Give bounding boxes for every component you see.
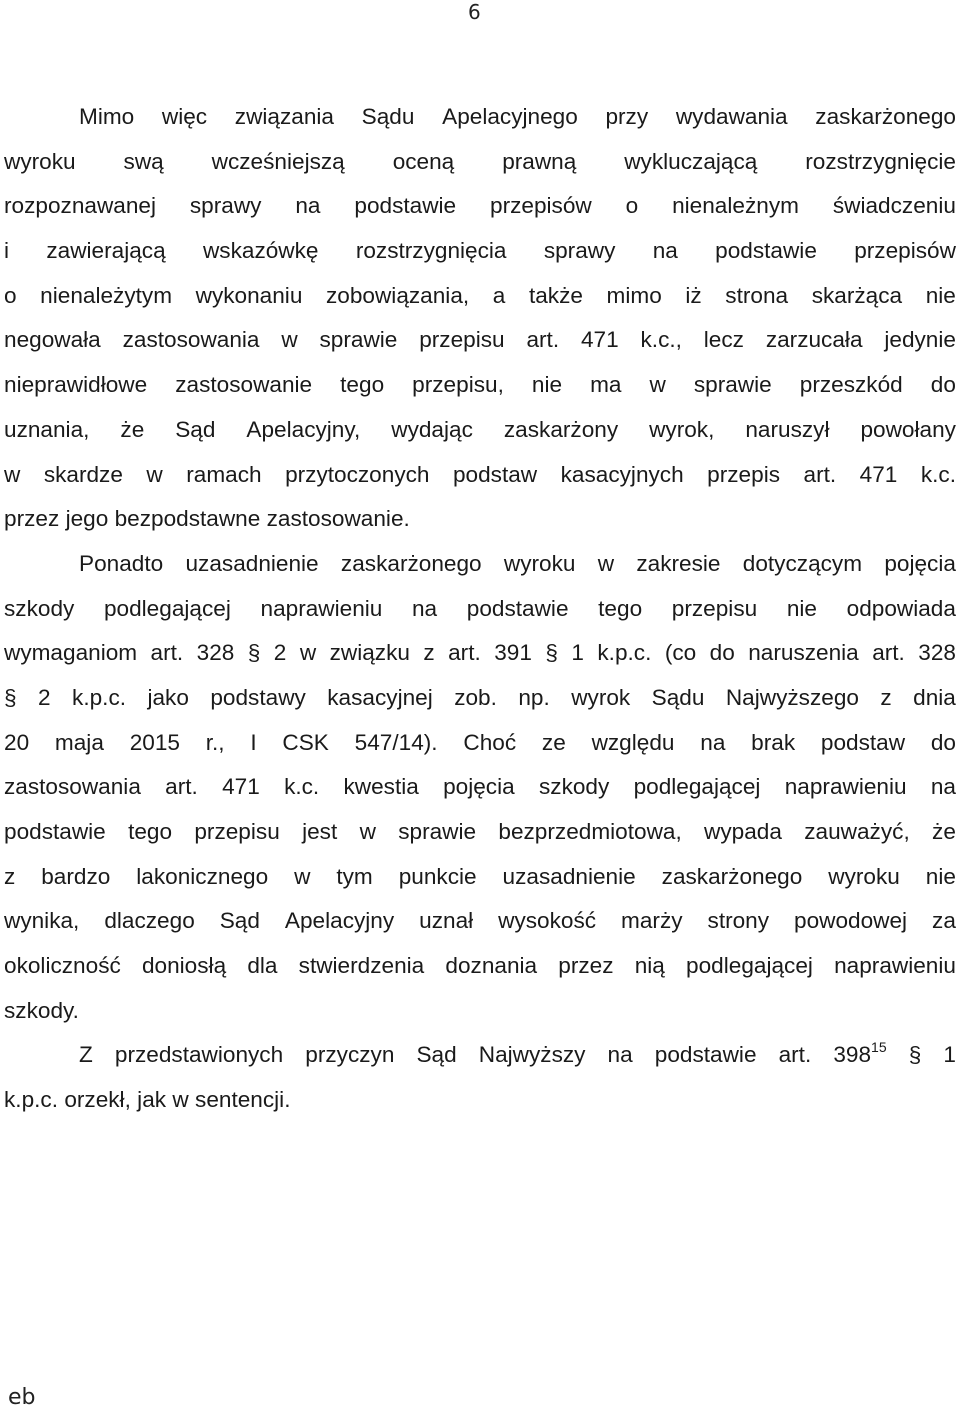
word: skarżąca bbox=[811, 282, 903, 308]
word: związku bbox=[329, 640, 410, 666]
word: że bbox=[932, 819, 956, 844]
text-line bbox=[4, 810, 956, 855]
word: a bbox=[492, 282, 506, 308]
word: zaskarżonego bbox=[661, 863, 803, 889]
word: uznał bbox=[419, 908, 474, 934]
word: Sądu bbox=[361, 104, 415, 129]
text-line bbox=[4, 363, 956, 408]
word: wydając bbox=[391, 416, 473, 442]
word: wyrok, bbox=[649, 416, 715, 442]
word: marży bbox=[621, 908, 683, 934]
text-line bbox=[4, 989, 956, 1034]
word: tego bbox=[128, 819, 173, 844]
word: Sąd bbox=[175, 416, 216, 442]
text-line bbox=[4, 318, 956, 363]
word: zaskarżony bbox=[503, 416, 619, 442]
word: zawierającą bbox=[46, 238, 166, 264]
word: naprawieniu bbox=[260, 595, 383, 621]
word: nie bbox=[531, 372, 563, 398]
word: przeszkód bbox=[799, 372, 903, 398]
word: Choć bbox=[463, 729, 517, 755]
word: doniosłą bbox=[141, 953, 227, 979]
word: przepisów bbox=[854, 238, 956, 264]
judgment-text bbox=[4, 95, 956, 1123]
word: zastosowania bbox=[4, 774, 141, 800]
word: 20 bbox=[4, 729, 30, 755]
word: podstawie bbox=[354, 193, 457, 219]
word: k.p.c. bbox=[597, 640, 652, 666]
word: w bbox=[359, 819, 376, 844]
word: Najwyższego bbox=[725, 684, 859, 710]
word: ze bbox=[541, 729, 566, 755]
word: pojęcia bbox=[443, 774, 515, 800]
word: r., bbox=[205, 729, 225, 755]
word: 328 bbox=[196, 640, 235, 666]
word: powołany bbox=[860, 416, 956, 442]
word: w bbox=[597, 550, 615, 576]
word: iż bbox=[685, 282, 702, 308]
word: naprawieniu bbox=[784, 774, 907, 800]
word: skardze bbox=[43, 461, 123, 487]
word: dlaczego bbox=[104, 908, 195, 934]
text-line bbox=[4, 274, 956, 319]
word: więc bbox=[161, 104, 208, 129]
word: nie bbox=[925, 863, 956, 889]
text-line bbox=[4, 95, 956, 140]
text-line bbox=[4, 676, 956, 721]
word: na bbox=[411, 595, 438, 621]
word: Mimo bbox=[79, 104, 135, 129]
word: art. bbox=[526, 327, 560, 353]
word: kasacyjnych bbox=[560, 461, 684, 487]
word: podstaw bbox=[452, 461, 538, 487]
word: art. bbox=[803, 461, 837, 487]
word: doznania bbox=[445, 953, 538, 979]
word: jego bbox=[65, 506, 109, 532]
word: Z bbox=[79, 1042, 93, 1068]
word: 1 bbox=[571, 640, 584, 666]
text-line bbox=[4, 944, 956, 989]
word: podstawy bbox=[210, 684, 306, 710]
word: wynika, bbox=[4, 908, 80, 934]
word: 398 bbox=[833, 1042, 872, 1068]
word: podlegającej bbox=[103, 595, 231, 621]
word: podstaw bbox=[820, 729, 906, 755]
word: 1 bbox=[943, 1042, 956, 1068]
word: w bbox=[146, 461, 163, 487]
word: z bbox=[880, 684, 892, 710]
word: nieprawidłowe bbox=[4, 372, 148, 398]
word: strony bbox=[707, 908, 770, 934]
word: tego bbox=[340, 372, 385, 398]
word: zakresie bbox=[636, 550, 721, 576]
word: zob. bbox=[454, 684, 497, 710]
word: sprawy bbox=[189, 193, 262, 219]
word: orzekł, bbox=[64, 1087, 131, 1113]
word: uzasadnienie bbox=[185, 550, 319, 576]
word: Apelacyjnego bbox=[442, 104, 578, 129]
word: jest bbox=[302, 819, 338, 844]
text-line bbox=[4, 453, 956, 498]
word: wyroku bbox=[4, 148, 76, 174]
text-line bbox=[4, 184, 956, 229]
word: odpowiada bbox=[846, 595, 956, 621]
word: art. bbox=[778, 1042, 812, 1068]
word: CSK bbox=[282, 729, 329, 755]
section-sign: § bbox=[908, 1042, 922, 1068]
text-line bbox=[4, 140, 956, 185]
word: za bbox=[932, 908, 956, 934]
word: lecz bbox=[703, 327, 744, 353]
article-number bbox=[833, 1033, 886, 1078]
word: przedstawionych bbox=[114, 1042, 284, 1068]
footer-initials: eb bbox=[8, 1385, 36, 1410]
word: sprawy bbox=[543, 238, 616, 264]
word: k.p.c. bbox=[4, 1087, 58, 1113]
word: do bbox=[709, 640, 735, 666]
word: Sądu bbox=[651, 684, 705, 710]
word: kwestia bbox=[343, 774, 419, 800]
word: rozpoznawanej bbox=[4, 193, 156, 219]
word: na bbox=[652, 238, 678, 264]
word: k.c. bbox=[920, 461, 956, 487]
word: szkody bbox=[4, 595, 75, 621]
word: stwierdzenia bbox=[298, 953, 425, 979]
word: zastosowanie bbox=[175, 372, 313, 398]
word: wskazówkę bbox=[202, 238, 319, 264]
word: przepis bbox=[707, 461, 781, 487]
superscript: 15 bbox=[871, 1039, 887, 1056]
word: bezpodstawne bbox=[114, 506, 261, 532]
word: 471 bbox=[580, 327, 619, 353]
word: wypada bbox=[704, 819, 782, 844]
word: wyroku bbox=[503, 550, 576, 576]
word: podstawie bbox=[654, 1042, 757, 1068]
word: powodowej bbox=[794, 908, 908, 934]
word: wyroku bbox=[828, 863, 900, 889]
word: nią bbox=[634, 953, 665, 979]
text-line bbox=[4, 855, 956, 900]
word: swą bbox=[123, 148, 164, 174]
word: rozstrzygnięcia bbox=[355, 238, 507, 264]
word: Sąd bbox=[416, 1042, 457, 1068]
text-line bbox=[4, 229, 956, 274]
word: kasacyjnej bbox=[327, 684, 433, 710]
word: 2015 bbox=[129, 729, 180, 755]
word: rozstrzygnięcie bbox=[805, 148, 956, 174]
word: 2 bbox=[38, 684, 51, 710]
section-sign: § bbox=[247, 640, 261, 666]
word: zaskarżonego bbox=[815, 104, 956, 129]
word: z bbox=[4, 863, 16, 889]
word: zaskarżonego bbox=[340, 550, 482, 576]
word: pojęcia bbox=[884, 550, 956, 576]
word: sprawie bbox=[319, 327, 398, 353]
word: przez bbox=[4, 506, 60, 532]
word: z bbox=[423, 640, 435, 666]
word: wyrok bbox=[571, 684, 631, 710]
text-line bbox=[4, 542, 956, 587]
word: uznania, bbox=[4, 416, 90, 442]
word: jak bbox=[137, 1087, 167, 1113]
word: art. bbox=[165, 774, 198, 800]
word: nienależytym bbox=[40, 282, 173, 308]
word: wysokość bbox=[498, 908, 597, 934]
word: podlegającej bbox=[633, 774, 761, 800]
text-line bbox=[4, 497, 956, 542]
word: przytoczonych bbox=[285, 461, 430, 487]
word: szkody. bbox=[4, 997, 79, 1023]
word: Najwyższy bbox=[478, 1042, 586, 1068]
word: sprawie bbox=[398, 819, 477, 844]
text-line bbox=[4, 631, 956, 676]
word: świadczeniu bbox=[832, 193, 956, 219]
word: ma bbox=[590, 372, 622, 398]
word: dnia bbox=[913, 684, 956, 710]
word: bezprzedmiotowa, bbox=[498, 819, 682, 844]
section-sign: § bbox=[4, 684, 17, 710]
word: strona bbox=[725, 282, 789, 308]
word: 391 bbox=[494, 640, 532, 666]
word: uzasadnienie bbox=[502, 863, 636, 889]
word: na bbox=[930, 774, 956, 800]
word: 471 bbox=[222, 774, 260, 800]
word: przyczyn bbox=[305, 1042, 395, 1068]
word: o bbox=[625, 193, 639, 219]
word: nie bbox=[925, 282, 956, 308]
word: zauważyć, bbox=[804, 819, 910, 844]
word: wykonaniu bbox=[195, 282, 303, 308]
word: naprawieniu bbox=[834, 953, 956, 979]
word: np. bbox=[518, 684, 550, 710]
word: wykluczającą bbox=[624, 148, 758, 174]
word: na bbox=[295, 193, 321, 219]
word: także bbox=[528, 282, 583, 308]
word: k.p.c. bbox=[72, 684, 127, 710]
word: art. bbox=[448, 640, 481, 666]
word: wydawania bbox=[675, 104, 788, 129]
word: i bbox=[4, 238, 10, 264]
word: tego bbox=[598, 595, 643, 621]
word: dla bbox=[247, 953, 278, 979]
word: naruszył bbox=[745, 416, 830, 442]
word: przez bbox=[558, 953, 614, 979]
text-line bbox=[4, 408, 956, 453]
word: mimo bbox=[606, 282, 662, 308]
word: zastosowania bbox=[122, 327, 260, 353]
word: 2 bbox=[273, 640, 287, 666]
word: dotyczącym bbox=[742, 550, 863, 576]
word: I bbox=[250, 729, 257, 755]
word: k.c., bbox=[640, 327, 682, 353]
word: że bbox=[120, 416, 145, 442]
word: art. bbox=[150, 640, 184, 666]
word: oceną bbox=[392, 148, 455, 174]
word: do bbox=[930, 372, 956, 398]
text-line bbox=[4, 899, 956, 944]
word: Apelacyjny bbox=[284, 908, 395, 934]
word: podstawie bbox=[466, 595, 569, 621]
word: jedynie bbox=[884, 327, 956, 353]
word: przepisów bbox=[490, 193, 592, 219]
word: jako bbox=[147, 684, 189, 710]
word: szkody bbox=[538, 774, 610, 800]
word: przepisu, bbox=[412, 372, 504, 398]
word: wymaganiom bbox=[4, 640, 138, 666]
word: 547/14). bbox=[354, 729, 438, 755]
word: 471 bbox=[859, 461, 898, 487]
section-sign: § bbox=[545, 640, 558, 666]
word: tym bbox=[336, 863, 373, 889]
word: maja bbox=[54, 729, 104, 755]
word: w bbox=[172, 1087, 189, 1113]
text-line bbox=[4, 721, 956, 766]
word: na bbox=[607, 1042, 633, 1068]
text-line bbox=[4, 1033, 956, 1078]
word: sprawie bbox=[693, 372, 772, 398]
page-number: 6 bbox=[468, 0, 481, 24]
word: podstawie bbox=[4, 819, 106, 844]
word: punkcie bbox=[398, 863, 477, 889]
word: w bbox=[649, 372, 666, 398]
text-line bbox=[4, 1078, 956, 1123]
word: Sąd bbox=[219, 908, 260, 934]
word: zastosowanie. bbox=[266, 506, 410, 532]
word: w bbox=[281, 327, 298, 353]
word: art. bbox=[872, 640, 905, 666]
word: w bbox=[299, 640, 317, 666]
word: w bbox=[4, 461, 21, 487]
word: przepisu bbox=[419, 327, 505, 353]
word: względu bbox=[591, 729, 675, 755]
word: nie bbox=[786, 595, 817, 621]
word: prawną bbox=[502, 148, 577, 174]
word: Ponadto bbox=[79, 550, 164, 576]
word: zobowiązania, bbox=[325, 282, 470, 308]
word: przepisu bbox=[194, 819, 280, 844]
text-line bbox=[4, 765, 956, 810]
word: nienależnym bbox=[672, 193, 799, 219]
word: Apelacyjny, bbox=[246, 416, 361, 442]
word: do bbox=[930, 729, 956, 755]
word: k.c. bbox=[284, 774, 320, 800]
word: ramach bbox=[186, 461, 262, 487]
word: w bbox=[294, 863, 311, 889]
text-line bbox=[4, 587, 956, 632]
word: na bbox=[700, 729, 726, 755]
word: lakonicznego bbox=[136, 863, 269, 889]
word: o bbox=[4, 282, 17, 308]
word: wcześniejszą bbox=[211, 148, 345, 174]
word: sentencji. bbox=[195, 1087, 291, 1113]
word: bardzo bbox=[41, 863, 111, 889]
word: brak bbox=[751, 729, 796, 755]
word: zarzucała bbox=[765, 327, 863, 353]
word: naruszenia bbox=[748, 640, 859, 666]
word: podlegającej bbox=[686, 953, 813, 979]
word: (co bbox=[664, 640, 697, 666]
word: przepisu bbox=[671, 595, 758, 621]
word: podstawie bbox=[715, 238, 817, 264]
word: negowała bbox=[4, 327, 101, 353]
word: przy bbox=[605, 104, 649, 129]
word: związania bbox=[234, 104, 334, 129]
word: 328 bbox=[918, 640, 956, 666]
word: okoliczność bbox=[4, 953, 121, 979]
